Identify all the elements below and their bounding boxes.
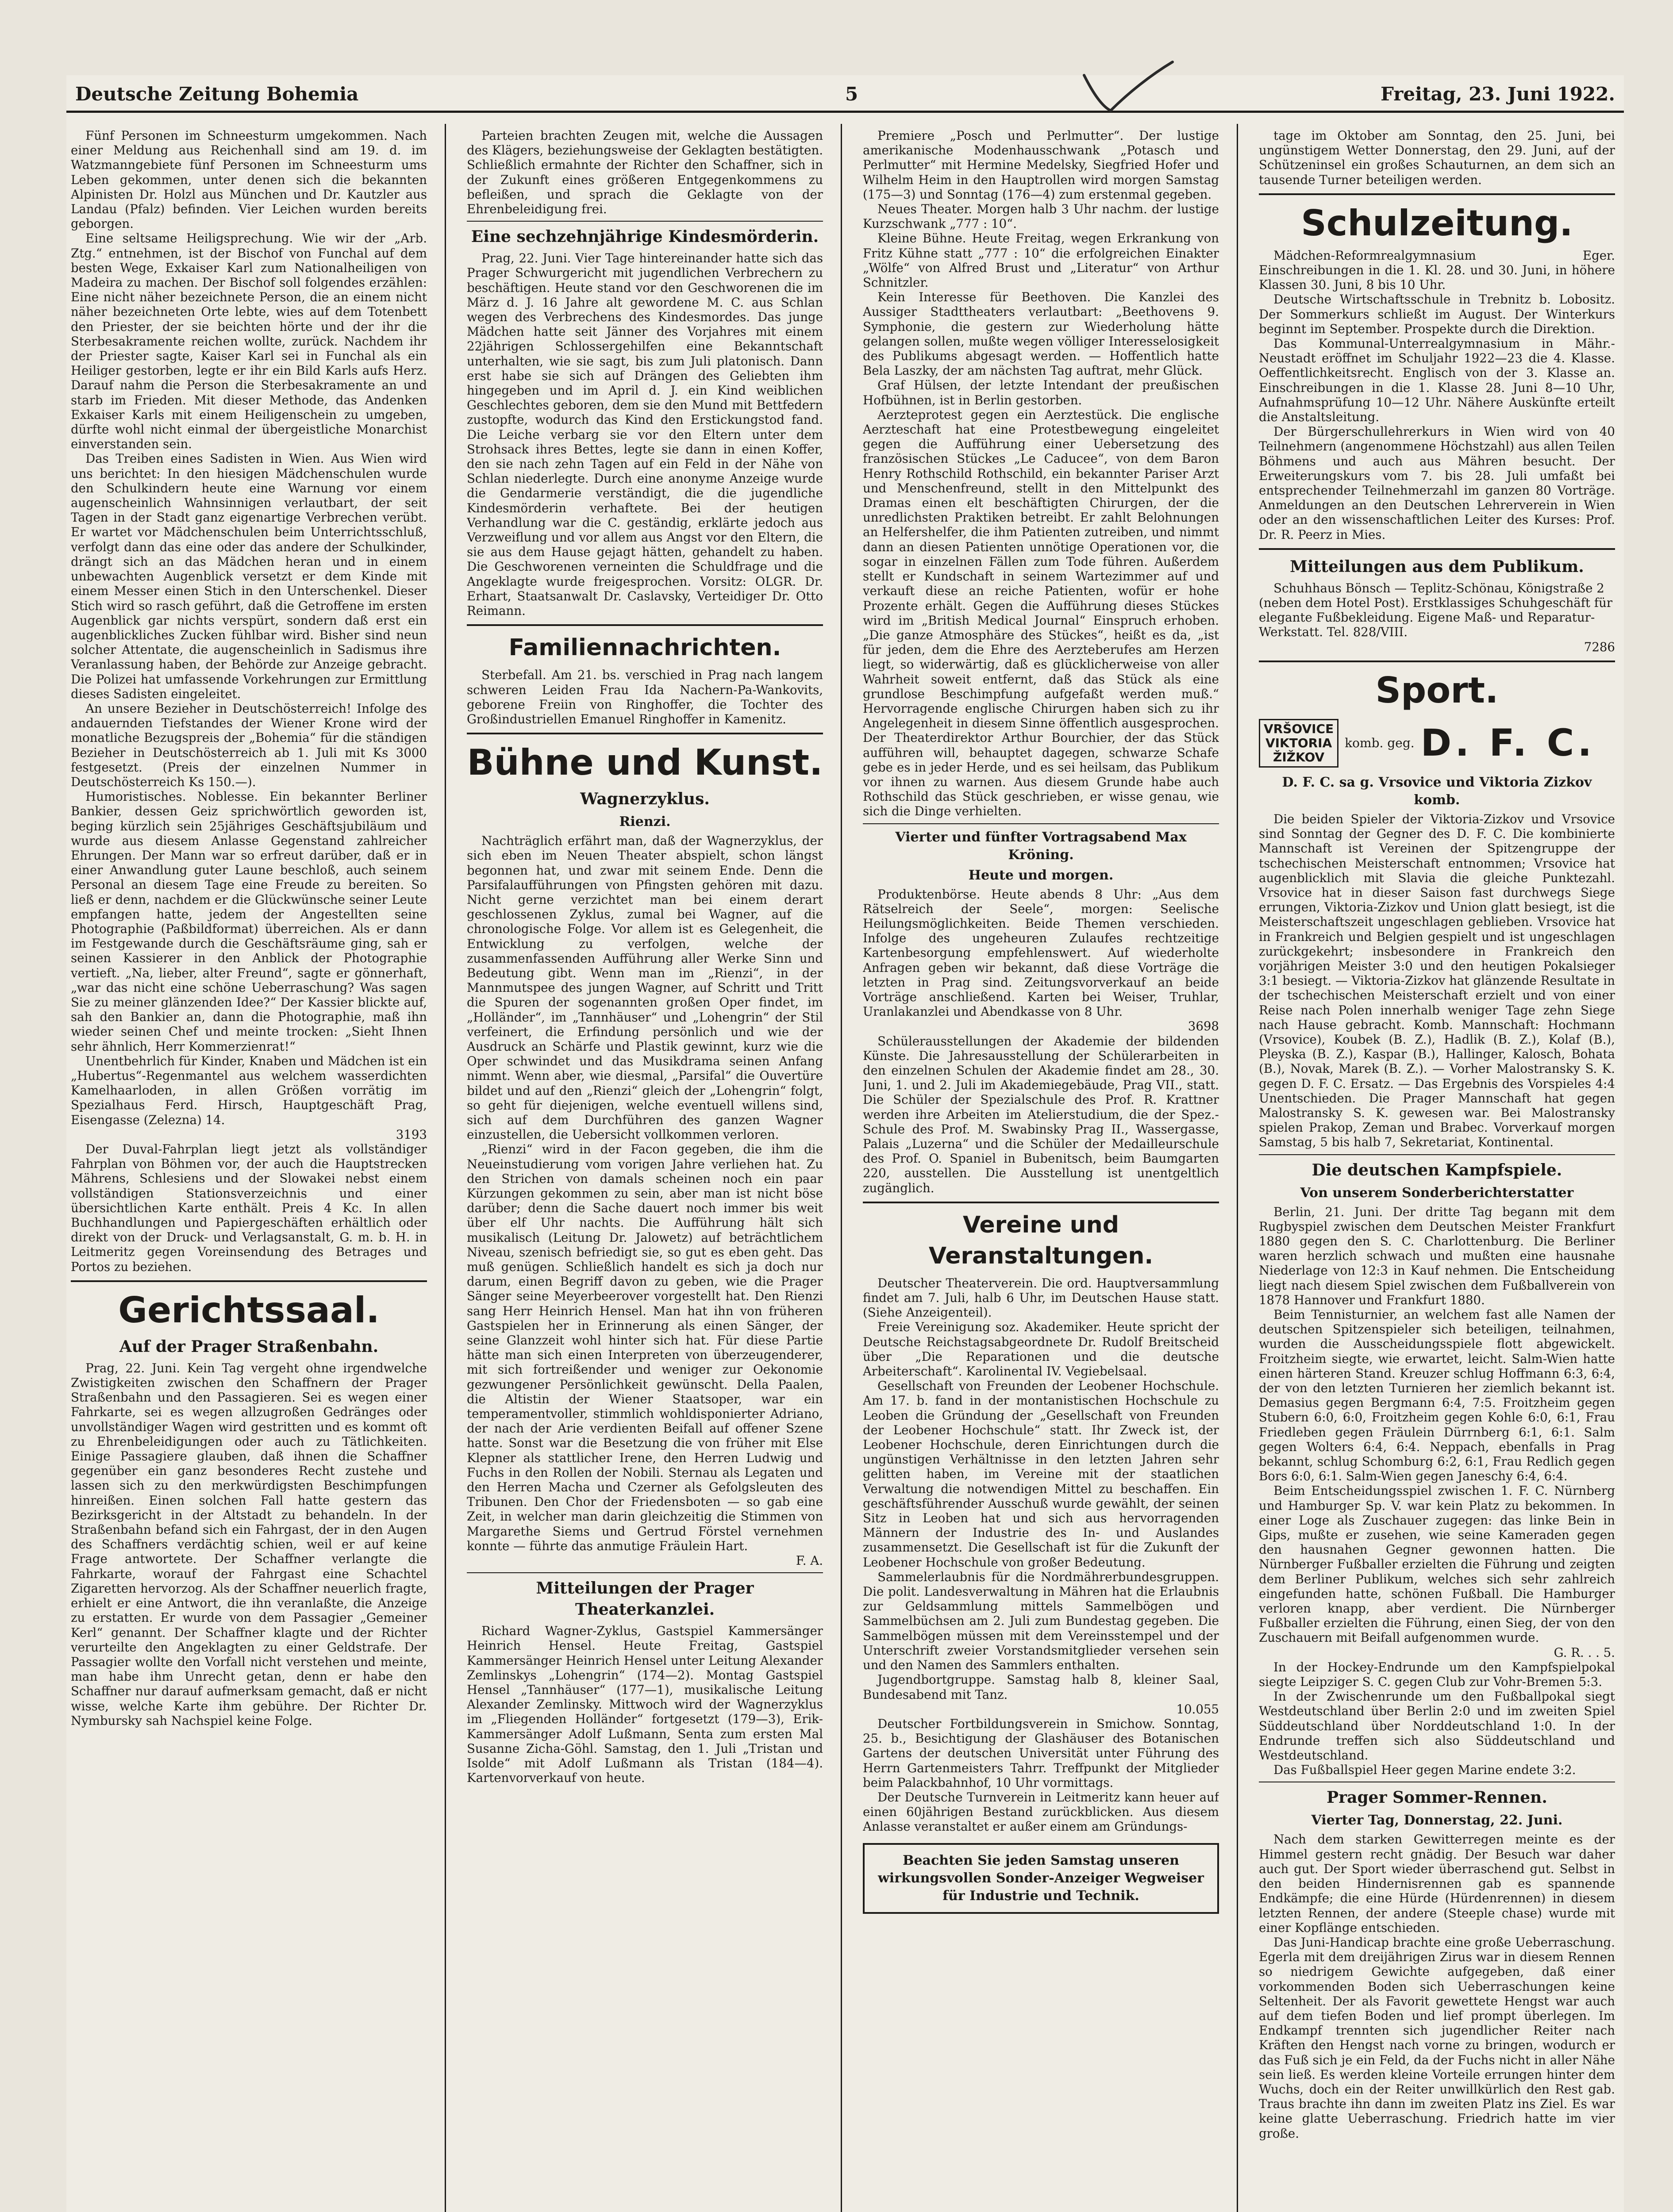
article-paragraph: Neues Theater. Morgen halb 3 Uhr nachm. der lustige Kurzschwank „777 : 10“. [863,202,1219,231]
article-paragraph: Deutscher Fortbildungsverein in Smichow. Sonntag, 25. b., Besichtigung der Glashäuser des Botanischen Gartens der deutschen Universität unter Führung des Herrn Gartenmeisters Tahrr. Treffpunkt der Mitglieder beim Palackbahnhof, 10 Uhr vormittags. [863,1716,1219,1790]
page-header [66,75,1624,113]
article-paragraph: An unsere Bezieher in Deutschösterreich! Infolge des andauernden Tiefstandes der Wiener Krone wird der monatliche Bezugspreis der „Bohemia“ für die ständigen Bezieher in Deutschösterreich ab 1. Juli mit Ks 3000 festgesetzt. (Preis der einzelnen Nummer in Deutschösterreich Ks 150.—). [71,701,427,789]
article-paragraph: Freie Vereinigung soz. Akademiker. Heute spricht der Deutsche Reichstagsabgeordnete Dr. Rudolf Breitscheid über „Die Reparationen und die deutsche Arbeiterschaft“. Karolinental IV. Vegiebelsaal. [863,1320,1219,1379]
article-paragraph: Prag, 22. Juni. Vier Tage hintereinander hatte sich das Prager Schwurgericht mit jugendlichen Verbrechern zu beschäftigen. Heute stand vor den Geschworenen die im März d. J. 16 Jahre alt gewordene M. C. aus Schlan wegen des Verbrechens des Kindesmordes. Das junge Mädchen hatte seit Jänner des Vorjahres mit einem 22jährigen Schlossergehilfen eine Bekanntschaft unterhalten, wie sie sagt, bis zum Juli platonisch. Dann erst habe sie sich auf Drängen des Geliebten ihm hingegeben und im April d. J. ein Kind weiblichen Geschlechtes geboren, dem sie den Mund mit Bettfedern zustopfte, wodurch das Kind den Erstickungstod fand. Die Leiche verbarg sie vor den Eltern unter dem Strohsack ihres Bettes, legte sie dann in einen Koffer, den sie nach zehn Tagen auf ein Feld in der Nähe von Schlan niederlegte. Durch eine anonyme Anzeige wurde die Gendarmerie verständigt, die die jugendliche Kindesmörderin verhaftete. Bei der heutigen Verhandlung war die C. geständig, erklärte jedoch aus Verzweiflung und vor allem aus Angst vor den Eltern, die sie aus dem Hause gejagt hätten, gehandelt zu haben. Die Geschworenen verneinten die Schuldfrage und die Angeklagte wurde freigesprochen. Vorsitz: OLGR. Dr. Erhart, Staatsanwalt Dr. Caslavsky, Verteidiger Dr. Otto Reimann. [467,251,823,618]
article-paragraph: Prag, 22. Juni. Kein Tag vergeht ohne irgendwelche Zwistigkeiten zwischen den Schaffnern der Prager Straßenbahn und den Passagieren. Sei es wegen einer Fahrkarte, sei es wegen allzugroßen Gedränges oder unvollständiger Wagen wird gestritten und es kommt oft zu Ehrenbeleidigungen oder auch zu Tätlichkeiten. Einige Passagiere glauben, daß ihnen die Schaffner gegenüber ein ganz besonderes Recht zustehe und lassen sich zu den merkwürdigsten Beschimpfungen hinreißen. Einen solchen Fall hatte gestern das Bezirksgericht in der Altstadt zu behandeln. In der Straßenbahn befand sich ein Fahrgast, der in den Augen des Schaffners verdächtig schien, weil er auf keine Frage antwortete. Der Schaffner verlangte die Fahrkarte, worauf der Fahrgast eine Schachtel Zigaretten hervorzog. Als der Schaffner neuerlich fragte, erhielt er eine Antwort, die ihn veranlaßte, die Anzeige zu erstatten. Er wurde von dem Passagier „Gemeiner Kerl“ genannt. Der Schaffner klagte und der Richter verurteilte den Angeklagten zu einer Geldstrafe. Der Passagier wollte den Vorfall nicht verstehen und meinte, man habe ihm Unrecht getan, denn er habe den Schaffner nur darauf aufmerksam gemacht, daß er nicht wisse, welche Karte ihm gebühre. Der Richter Dr. Nymbursky sah Nachspiel keine Folge. [71,1360,427,1728]
author-signature: F. A. [796,1553,823,1568]
article-paragraph: Der Bürgerschullehrerkurs in Wien wird von 40 Teilnehmern (angenommene Höchstzahl) aus allen Teilen Böhmens und auch aus Mähren besucht. Der Erweiterungskurs vom 7. bis 28. Juli umfaßt bei entsprechender Teilnehmerzahl im ganzen 80 Vorträge. Anmeldungen an den Deutschen Lehrerverein in Wien oder an den wissenschaftlichen Leiter des Kurses: Prof. Dr. R. Peerz in Mies. [1259,424,1615,542]
section-divider [467,733,823,734]
article-subheading: Vierter Tag, Donnerstag, 22. Juni. [1311,1813,1563,1828]
section-heading-schulzeitung: Schulzeitung. [1301,202,1573,244]
column-2 [467,128,823,2212]
article-paragraph: Premiere „Posch und Perlmutter“. Der lustige amerikanische Modenhausschwank „Potasch und Perlmutter“ mit Hermine Medelsky, Siegfried Hofer und Wilhelm Heim in den Hauptrollen wird morgen Samstag (175—3) und Sonntag (176—4) zum erstenmal gegeben. [863,128,1219,202]
article-heading: Wagnerzyklus. [580,790,710,809]
article-paragraph: Eine seltsame Heiligsprechung. Wie wir der „Arb. Ztg.“ entnehmen, ist der Bischof von Funchal auf dem besten Wege, Exkaiser Karl zum Nationalheiligen von Madeira zu machen. Der Bischof soll folgendes erzählen: Eine nicht näher bezeichnete Person, die an einem nicht näher bezeichneten Orte lebte, wies auf dem Totenbett den Priester, der sie beichten hörte und der ihr die Sterbesakramente reichen wollte, zurück. Nachdem ihr der Priester sagte, Kaiser Karl sei in Funchal als ein Heiliger gestorben, legte er ihr ein Bild Karls aufs Herz. Darauf nahm die Person die Sterbesakramente an und starb im Frieden. Mit dieser Methode, das Andenken Exkaiser Karls mit einem Heiligenschein zu umgeben, dürfte wohl nicht einmal der übergeistliche Monarchist einverstanden sein. [71,231,427,452]
article-paragraph: Beim Entscheidungsspiel zwischen 1. F. C. Nürnberg und Hamburger Sp. V. war kein Platz zu bekommen. In einer Loge als Zuschauer zugegen: das linke Bein in Gips, mußte er zusehen, wie seine Kameraden gegen den hausnahen Gegner gewonnen hatten. Die Nürnberger Fußballer erzielten die Führung und zeigten dem Berliner Publikum, welches sich sehr zahlreich eingefunden hatte, schönen Fußball. Die Hamburger verloren knapp, aber verdient. Die Nürnberger Fußballer erzielten die Führung, einen Sieg, der von den Zuschauern mit Beifall aufgenommen wurde. [1259,1483,1615,1645]
column-1 [71,128,427,2212]
article-paragraph: Das Fußballspiel Heer gegen Marine endete 3:2. [1273,1763,1576,1778]
article-paragraph: Jugendbortgruppe. Samstag halb 8, kleiner Saal, Bundesabend mit Tanz. [863,1672,1219,1702]
article-paragraph: In der Zwischenrunde um den Fußballpokal siegt Westdeutschland über Berlin 2:0 und im zweiten Spiel Süddeutschland über Norddeutschland 1:0. In der Endrunde treffen sich also Süddeutschland und Westdeutschland. [1259,1689,1615,1763]
article-paragraph: Mädchen-Reformrealgymnasium Eger. Einschreibungen in die 1. Kl. 28. und 30. Juni, in höhere Klassen 30. Juni, 8 bis 10 Uhr. [1259,248,1615,292]
article-heading: D. F. C. sa g. Vrsovice und Viktoria Zizkov komb. [1282,774,1592,808]
article-paragraph: Sterbefall. Am 21. bs. verschied in Prag nach langem schweren Leiden Frau Ida Nachern-Pa-Wankovits, geborene Freiin von Ringhoffer, die Tochter des Großindustriellen Emanuel Ringhoffer in Kamenitz. [467,668,823,726]
section-heading-familiennachrichten: Familiennachrichten. [508,634,781,661]
article-paragraph: Schülerausstellungen der Akademie der bildenden Künste. Die Jahresausstellung der Schülerarbeiten in den einzelnen Schulen der Akademie findet am 28., 30. Juni, 1. und 2. Juli im Akademiegebäude, Prag VII., statt. Die Schüler der Spezialschule des Prof. R. Krattner werden ihre Arbeiten im Atelierstudium, die der Spez.-Schule des Prof. M. Swabinsky Prag II., Wassergasse, Palais „Luzerna“ und die Schüler der Medailleurschule des Prof. O. Spaniel in Bubenitsch, beim Baumgarten 220, ausstellen. Die Ausstellung ist unentgeltlich zugänglich. [863,1033,1219,1195]
article-paragraph: Parteien brachten Zeugen mit, welche die Aussagen des Klägers, beziehungsweise der Geklagten bestätigten. Schließlich ermahnte der Richter den Schaffner, sich in der Zukunft eines größeren Entgegenkommens zu befleißen, und sprach die Geklagte von der Ehrenbeleidigung frei. [467,128,823,217]
section-heading-buehne-und-kunst: Bühne und Kunst. [467,742,823,783]
article-subheading: Rienzi. [619,814,671,830]
article-paragraph: Produktenbörse. Heute abends 8 Uhr: „Aus dem Rätselreich der Seele“, morgen: Seelische Heilungsmöglichkeiten. Beide Themen verschieden. Infolge des ungeheuren Zulaufes rechtzeitige Kartenbesorgung empfehlenswert. Auf wiederholte Anfragen geben wir bekannt, daß diese Vorträge die letzten in Prag sind. Zeitungsvorverkauf an beide Vorträge anschließend. Karten bei Weiser, Truhlar, Uranlakanzlei und Abendkasse von 8 Uhr. [863,887,1219,1019]
match-banner [1259,719,1615,768]
article-heading: Vierter und fünfter Vortragsabend Max Kröning. [895,829,1187,863]
section-divider [71,1280,427,1282]
section-divider [863,823,1219,824]
ad-number: 3193 [396,1127,427,1142]
article-heading: Mitteilungen der Prager Theaterkanzlei. [536,1579,754,1619]
article-paragraph: Nach dem starken Gewitterregen meinte es der Himmel gestern recht gnädig. Der Besuch war daher auch gut. Der Sport wieder überraschend gut. Selbst in den beiden Hindernisrennen gab es spannende Endkämpfe; die eine Hürde (Hürdenrennen) in diesem letzten Rennen, der andere (Steeple chase) wurde mit einer Kopflänge entschieden. [1259,1832,1615,1935]
article-paragraph: Deutscher Theaterverein. Die ord. Hauptversammlung findet am 7. Juli, halb 6 Uhr, im Deutschen Hause statt. (Siehe Anzeigenteil). [863,1275,1219,1320]
section-divider [467,221,823,222]
issue-date: Freitag, 23. Juni 1922. [1381,83,1615,105]
article-paragraph: Der Duval-Fahrplan liegt jetzt als vollständiger Fahrplan von Böhmen vor, der auch die Hauptstrecken Mährens, Schlesiens und der Slowakei nebst einem vollständigen Stationsverzeichnis und einer übersichtlichen Karte enthält. Preis 4 Kc. In allen Buchhandlungen und Papiergeschäften erhältlich oder direkt von der Druck- und Verlagsanstalt, G. m. b. H. in Leitmeritz gegen Voreinsendung des Betrages und Portos zu beziehen. [71,1142,427,1274]
article-paragraph: Das Treiben eines Sadisten in Wien. Aus Wien wird uns berichtet: In den hiesigen Mädchenschulen wurde den Schulkindern heute eine Warnung vor einem augenscheinlich Wahnsinnigen verlautbart, der seit Tagen in der Stadt ganz eigenartige Verbrechen verübt. Er wartet vor Mädchenschulen beim Unterrichtsschluß, verfolgt dann das eine oder das andere der Schulkinder, drängt sich an das Mädchen heran und in einem unbewachten Augenblick versetzt er dem Kinde mit einem Messer einen Stich in den Unterschenkel. Dieser Stich wird so rasch geführt, daß die Getroffene im ersten Augenblick gar nichts verspürt, sondern daß erst ein augenblickliches Zucken fühlbar wird. Bisher sind neun solcher Attentate, die augenscheinlich in Sadismus ihre Veranlassung haben, der Behörde zur Anzeige gebracht. Die Polizei hat umfassende Vorkehrungen zur Ermittlung dieses Sadisten eingeleitet. [71,451,427,701]
column-4 [1259,128,1615,2212]
newspaper-title: Deutsche Zeitung Bohemia [75,83,359,105]
sonder-anzeiger-box: Beachten Sie jeden Samstag unseren wirkungsvollen Sonder-Anzeiger Wegweiser für Industrie und Technik. [863,1843,1219,1914]
article-paragraph: Kleine Bühne. Heute Freitag, wegen Erkrankung von Fritz Kühne statt „777 : 10“ die erfolgreichen Einakter „Wölfe“ von Alfred Brust und „Literatur“ von Arthur Schnitzler. [863,231,1219,290]
article-paragraph: Aerzteprotest gegen ein Aerztestück. Die englische Aerzteschaft hat eine Protestbewegung eingeleitet gegen die Aufführung einer Uebersetzung des französischen Stückes „Le Caducee“, von dem Baron Henry Rothschild Rothschild, ein bekannter Pariser Arzt und Menschenfreund, stellt in den Mittelpunkt des Dramas einen elt beschäftigten Chirurgen, der die unredlichsten Praktiken betreibt. Er zahlt Belohnungen an Helfershelfer, die ihm Patienten zutreiben, und nimmt dann an diesen Patienten unnötige Operationen vor, die sogar in einzelnen Fällen zum Tode führen. Außerdem stellt er Kundschaft in seinem Wartezimmer auf und verkauft diese an reiche Patienten, wofür er hohe Prozente erhält. Gegen die Aufführung dieses Stückes wird im „British Medical Journal“ Einspruch erhoben. „Die ganze Atmosphäre des Stückes“, heißt es da, „ist für jeden, dem die Ehre des Aerzteberufes am Herzen liegt, so widerwärtig, daß es glücklicherweise von aller Wahrheit soweit entfernt, daß das Stück als eine grundlose Beschimpfung aufgefaßt werden muß.“ Hervorragende englische Chirurgen haben sich zu ihr Angelegenheit in diesem Sinne öffentlich ausgesprochen. Der Theaterdirektor Arthur Bourchier, der das Stück aufführen will, behauptet dagegen, schwarze Schafe gebe es in jeder Herde, und es sei heilsam, das Publikum vor ihnen zu warnen. Aus diesem Grunde habe auch Rothschild das Stück geschrieben, er wisse genau, wie sich die Dinge verhielten. [863,407,1219,819]
newspaper-page [66,75,1624,2212]
article-paragraph: Das Kommunal-Unterrealgymnasium in Mähr.-Neustadt eröffnet im Schuljahr 1922—23 die 4. Klasse. Oeffentlichkeitsrecht. Englisch von der 3. Klasse an. Einschreibungen in die 1. Klasse 28. Juni 8—10 Uhr, Aufnahmsprüfung 10—12 Uhr. Nähere Auskünfte erteilt die Anstaltsleitung. [1259,336,1615,425]
ad-number: 10.055 [1176,1701,1219,1717]
article-paragraph: Richard Wagner-Zyklus, Gastspiel Kammersänger Heinrich Hensel. Heute Freitag, Gastspiel Kammersänger Heinrich Hensel unter Leitung Alexander Zemlinskys „Lohengrin“ (174—2). Montag Gastspiel Hensel „Tannhäuser“ (177—1), musikalische Leitung Alexander Zemlinsky. Mittwoch wird der Wagnerzyklus im „Fliegenden Holländer“ fortgesetzt (179—3), Erik-Kammersänger Adolf Lußmann, Senta zum ersten Mal Susanne Zicha-Göhl. Samstag, den 1. Juli „Tristan und Isolde“ mit Adolf Lußmann als Tristan (184—4). Kartenvorverkauf von heute. [467,1624,823,1786]
handwritten-check-mark [1080,58,1177,124]
article-paragraph: Fünf Personen im Schneesturm umgekommen. Nach einer Meldung aus Reichenhall sind am 19. d. im Watzmanngebiete fünf Personen im Schneesturm ums Leben gekommen, unter denen sich die bekannten Alpinisten Dr. Holzl aus München und Dr. Kautzler aus Landau (Pfalz) befinden. Vier Leichen wurden bereits geborgen. [71,128,427,231]
section-heading-publikum: Mitteilungen aus dem Publikum. [1290,557,1584,576]
page-number: 5 [845,83,858,105]
article-paragraph: „Rienzi“ wird in der Facon gegeben, die ihm die Neueinstudierung vom vorigen Jahre verliehen hat. Zu den Strichen von damals scheinen noch ein paar Kürzungen gekommen zu sein, aber man ist nicht böse darüber; denn die Sache dauert noch immer bis weit über elf Uhr nachts. Die Aufführung hält sich musikalisch (Leitung Dr. Jalowetz) auf beträchtlichem Niveau, szenisch befriedigt sie, so gut es eben geht. Das muß genügen. Schließlich handelt es sich ja doch nur darum, einen Begriff davon zu geben, wie die Prager Sänger seine Meyerbeerover vorgestellt hat. Den Rienzi sang Herr Heinrich Hensel. Man hat ihn von früheren Gastspielen her in Erinnerung als einen Sänger, der seine Glanzzeit wohl hinter sich hat. Für diese Partie hätte man sich einen Interpreten von überzeugenderer, mit sich fortreißender und weniger zur Oekonomie gezwungener Persönlichkeit gewünscht. Della Paalen, die Altistin der Wiener Staatsoper, war ein temperamentvoller, stimmlich wohldisponierter Adriano, der nach der Arie verdienten Beifall auf offener Szene hatte. Sonst war die Besetzung die von früher mit Else Klepner als stattlicher Irene, den Herren Ludwig und Fuchs in den Rollen der Nobili. Sternau als Legaten und den Herren Macha und Czerner als Gefolgsleuten des Tribunen. Den Chor der Friedensboten — so gab eine Zeit, in welcher man darin gleichzeitig die Stimmen von Margarethe Siems und Gertrud Förstel vernehmen konnte — führte das anmutige Fräulein Hart. [467,1142,823,1553]
ad-number: 7286 [1584,639,1615,654]
article-paragraph: Die beiden Spieler der Viktoria-Zizkov und Vrsovice sind Sonntag der Gegner des D. F. C. Die kombinierte Mannschaft ist Vereinen der Spitzengruppe der tschechischen Meisterschaft entnommen; Vrsovice hat augenblicklich mit Slavia die gleiche Punktezahl. Vrsovice hat in dieser Saison fast durchwegs Siege errungen, Viktoria-Zizkov und Union glatt besiegt, ist die Meisterschaftszeit ungeschlagen geblieben. Vrsovice hat in Frankreich und Belgien gespielt und ist ungeschlagen zurückgekehrt; insbesondere in Frankreich den vorjährigen Meister 3:0 und den heutigen Pokalsieger 3:1 besiegt. — Viktoria-Zizkov hat glänzende Resultate in der tschechischen Meisterschaft erzielt und von einer Reise nach Polen innerhalb weniger Tage zehn Siege nach Hause gebracht. Komb. Mannschaft: Hochmann (Vrsovice), Koubek (B. Z.), Hadlik (B. Z.), Kolaf (B.), Pleyska (B. Z.), Kaspar (B.), Hallinger, Kalosch, Bohata (B.), Novak, Marek (B. Z.). — Vorher Malostransky S. K. gegen D. F. C. Ersatz. — Das Ergebnis des Vorspieles 4:4 Unentschieden. Die Prager Mannschaft hat gegen Malostransky S. K. gewesen war. Bei Malostransky spielen Prakop, Zeman und Brabec. Vorverkauf morgen Samstag, 5 bis halb 7, Sekretariat, Kontinental. [1259,811,1615,1150]
opponent-box: VRŠOVICE VIKTORIA ŽIŽKOV [1259,719,1338,768]
column-rule [1237,124,1238,2212]
section-divider [467,624,823,626]
section-divider [1259,193,1615,195]
article-paragraph: Berlin, 21. Juni. Der dritte Tag begann mit dem Rugbyspiel zwischen dem Deutschen Meister Frankfurt 1880 gegen den S. C. Charlottenburg. Die Berliner waren herzlich schwach und mußten eine hausnahe Niederlage von 12:3 in Kauf nehmen. Die Entscheidung liegt nach diesem Spiel zwischen dem Fußballverein von 1878 Hannover und Frankfurt 1880. [1259,1204,1615,1307]
article-paragraph: Beim Tennisturnier, an welchem fast alle Namen der deutschen Spitzenspieler sich beteiligen, teilnahmen, wurden die Ausscheidungsspiele flott abgewickelt. Froitzheim siegte, wie erwartet, leicht. Salm-Wien hatte einen härteren Stand. Kreuzer schlug Hoffmann 6:3, 6:4, der von den letzten Turnieren her ziemlich bekannt ist. Demasius gegen Bergmann 6:4, 7:5. Froitzheim gegen Stubern 6:0, 6:0, Froitzheim gegen Kohle 6:0, 6:1, Frau Friedleben gegen Fräulein Dürrnberg 6:1, 6:1. Salm gegen Wolters 6:4, 6:4. Neppach, ebenfalls in Prag bekannt, schlug Schomburg 6:2, 6:1, Frau Redlich gegen Bors 6:0, 6:1. Salm-Wien gegen Janeschy 6:4, 6:4. [1259,1307,1615,1484]
article-paragraph: Gesellschaft von Freunden der Leobener Hochschule. Am 17. b. fand in der montanistischen Hochschule zu Leoben die Gründung der „Gesellschaft von Freunden der Leobener Hochschule“ statt. Ihr Zweck ist, der Leobener Hochschule, deren Einrichtungen durch die ungünstigen Verhältnisse in den letzten Jahren sehr gelitten haben, im Vereine mit der staatlichen Verwaltung die notwendigen Mittel zu beschaffen. Ein geschäftsführender Ausschuß wurde gewählt, der seinen Sitz in Leoben hat und sich aus hervorragenden Männern der Industrie des In- und Auslandes zusammensetzt. Die Gesellschaft ist für die Zukunft der Leobener Hochschule von großer Bedeutung. [863,1379,1219,1570]
column-3 [863,128,1219,2212]
banner-versus: komb. geg. [1345,736,1415,751]
column-rule [841,124,842,2212]
section-divider [1259,661,1615,662]
article-paragraph: Kein Interesse für Beethoven. Die Kanzlei des Aussiger Stadttheaters verlautbart: „Beethovens 9. Symphonie, die gestern zur Wiederholung hätte gelangen sollen, mußte wegen völliger Interesselosigkeit des Publikums abgesagt werden. — Hoffentlich hatte Bela Laszky, der am nächsten Tag auftrat, mehr Glück. [863,290,1219,378]
ad-number: 3698 [1188,1019,1219,1034]
article-heading: Die deutschen Kampfspiele. [1311,1160,1562,1179]
article-paragraph: Der Deutsche Turnverein in Leitmeritz kann heuer auf einen 60jährigen Bestand zurückblicken. Aus diesem Anlasse veranstaltet er außer einem am Gründungs- [863,1790,1219,1834]
section-heading-vereine: Vereine und Veranstaltungen. [928,1211,1154,1269]
article-paragraph: Humoristisches. Noblesse. Ein bekannter Berliner Bankier, dessen Geiz sprichwörtlich geworden ist, beging kürzlich sein 25jähriges Geschäftsjubiläum und wurde aus diesem Anlasse Gegenstand zahlreicher Ehrungen. Der Mann war so erfreut darüber, daß er in einer Anwandlung guter Laune beschloß, auch seinem Personal an diesem Tage eine Freude zu bereiten. So ließ er denn, nachdem er die Glückwünsche seiner Leute empfangen hatte, jedem der Angestellten seine Photographie (Paßbildformat) überreichen. Als er dann im Festgewande durch die Geschäftsräume ging, sah er seinen Kassierer in den Anblick der Photographie vertieft. „Na, lieber, alter Freund“, sagte er gönnerhaft, „war das nicht eine schöne Ueberraschung? Was sagen Sie zu meiner glänzenden Idee?“ Der Kassier blickte auf, sah den Bankier an, dann die Photographie, maß ihn wieder seinen Chef und meinte trocken: „Sieht Ihnen sehr ähnlich, Herr Kommerzienrat!“ [71,789,427,1054]
article-heading: Auf der Prager Straßenbahn. [119,1337,379,1356]
article-heading: Eine sechzehnjährige Kindesmörderin. [471,227,819,246]
article-paragraph: Unentbehrlich für Kinder, Knaben und Mädchen ist ein „Hubertus“-Regenmantel aus welchem wasserdichten Kamelhaarloden, in allen Größen vorrätig im Spezialhaus Ferd. Hirsch, Hauptgeschäft Prag, Eisengasse (Zelezna) 14. [71,1053,427,1127]
article-paragraph: tage im Oktober am Sonntag, den 25. Juni, bei ungünstigem Wetter Donnerstag, den 29. Juni, auf der Schützeninsel ein großes Schauturnen, an dem sich an tausende Turner beteiligen werden. [1259,128,1615,187]
author-signature: G. R. . . 5. [1554,1645,1615,1660]
article-subheading: Von unserem Sonderberichterstatter [1300,1185,1574,1201]
section-heading-gerichtssaal: Gerichtssaal. [118,1289,380,1331]
advertisement: Schuhhaus Bönsch — Teplitz-Schönau, Königstraße 2 (neben dem Hotel Post). Erstklassiges Schuhgeschäft für elegante Fußbekleidung. Eigene Maß- und Reparatur-Werkstatt. Tel. 828/VIII. [1259,580,1613,640]
section-divider [467,1572,823,1573]
column-rule [445,124,446,2212]
article-paragraph: Sammelerlaubnis für die Nordmährerbundesgruppen. Die polit. Landesverwaltung in Mähren hat die Erlaubnis zur Geldsammlung mittels Sammelbögen und Sammelbüchsen am 2. Juli zum Bundestag gegeben. Die Sammelbögen müssen mit dem Vereinsstempel und der Unterschrift zweier Vorstandsmitglieder versehen sein und den Namen des Sammlers enthalten. [863,1569,1219,1673]
article-heading: Prager Sommer-Rennen. [1327,1788,1547,1807]
section-divider [1259,548,1615,550]
section-heading-sport: Sport. [1375,669,1499,711]
article-paragraph: Das Juni-Handicap brachte eine große Ueberraschung. Egerla mit dem dreijährigen Zirus war in diesem Rennen so niedrigem Gewichte aufgegeben, daß einer vorkommenden Boden sich Ueberraschungen keine Seltenheit. Der als Favorit gewettete Hengst war auch auf dem tiefen Boden und lief prompt überlegen. Im Endkampf trennten sich jugendlicher Reiter nach Kräften den Hengst nach vorne zu bringen, wodurch er das Fuß sich je ein Feld, da der Fuchs nicht in aller Nähe sein ließ. Es werden kleine Vorteile errungen hinter dem Wuchs, doch ein der Reiter unwillkürlich den Rest gab. Traus brachte ihn dann im zweiten Platz ins Ziel. Es war keine glatte Ueberraschung. Friedrich hatte im vier große. [1259,1935,1615,2141]
section-divider [1259,1154,1615,1155]
article-paragraph: Nachträglich erfährt man, daß der Wagnerzyklus, der sich eben im Neuen Theater abspielt, schon längst begonnen hat, und zwar mit seinem Ende. Denn die Parsifalaufführungen von Pfingsten gehören mit dazu. Nicht gerne verzichtet man bei einem derart geschlossenen Zyklus, zumal bei Wagner, auf die chronologische Folge. Vor allem ist es Gelegenheit, die Entwicklung zu verfolgen, welche der zusammenfassenden Aufführung aller Werke Sinn und Bedeutung gibt. Wenn man im „Rienzi“, in der Mannmutspee des jungen Wagner, auf Schritt und Tritt die Spuren der sogenannten großen Oper findet, im „Holländer“, im „Tannhäuser“ und „Lohengrin“ der Stil verfeinert, die Erfindung persönlich und wie der Ausdruck an Schärfe und Plastik gewinnt, kurz wie die Oper schwindet und das Musikdrama seinen Anfang nimmt. Wenn aber, wie diesmal, „Parsifal“ die Ouvertüre bildet und auf den „Rienzi“ gleich der „Lohengrin“ folgt, so geht für diejenigen, welche eventuell willens sind, sich auf dem Durchführen des ganzen Wagner einzustellen, die Uebersicht vollkommen verloren. [467,833,823,1142]
article-paragraph: In der Hockey-Endrunde um den Kampfspielpokal siegte Leipziger S. C. gegen Club zur Vohr-Bremen 5:3. [1259,1659,1615,1690]
article-paragraph: Deutsche Wirtschaftsschule in Trebnitz b. Lobositz. Der Sommerkurs schließt im August. Der Winterkurs beginnt im September. Prospekte durch die Direktion. [1259,292,1615,336]
section-divider [863,1202,1219,1203]
banner-dfc: D. F. C. [1420,721,1596,765]
article-subheading: Heute und morgen. [968,867,1114,883]
article-paragraph: Graf Hülsen, der letzte Intendant der preußischen Hofbühnen, ist in Berlin gestorben. [863,378,1219,407]
